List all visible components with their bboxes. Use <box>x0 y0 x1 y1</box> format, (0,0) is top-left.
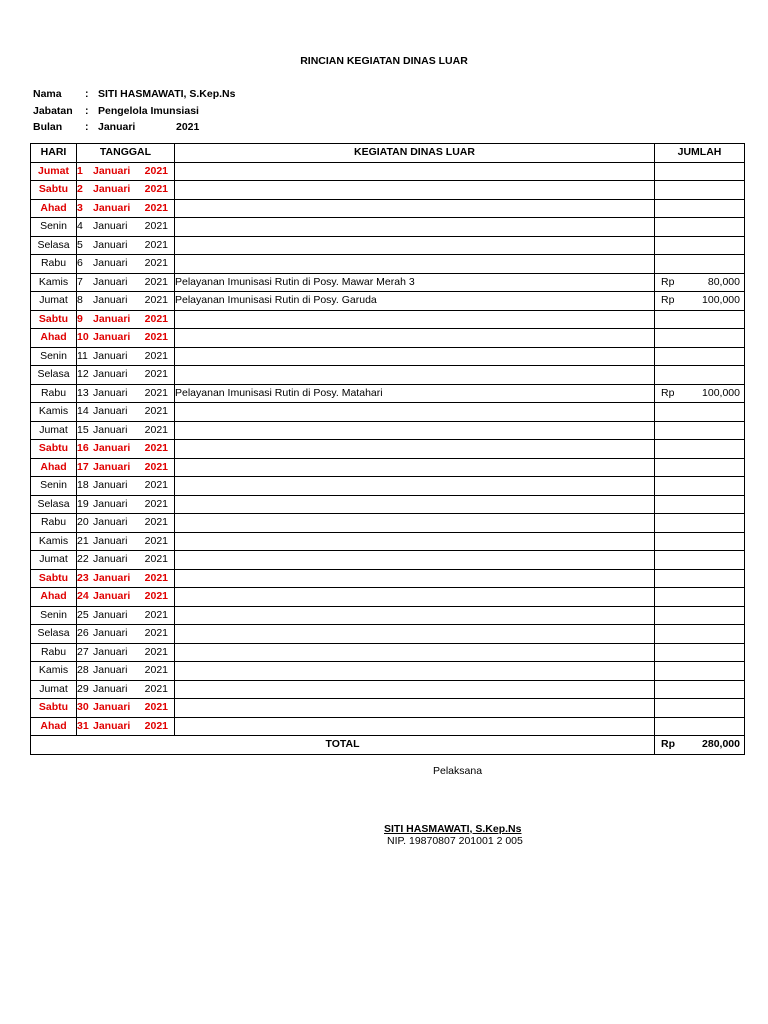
tanggal-day: 5 <box>77 238 83 251</box>
cell-tanggal <box>77 329 175 348</box>
tanggal-month: Januari <box>93 627 128 639</box>
cell-hari: Ahad <box>31 458 77 477</box>
table-row <box>31 421 745 440</box>
tanggal-year: 2021 <box>144 645 168 658</box>
tanggal-year: 2021 <box>144 275 168 288</box>
cell-tanggal <box>77 236 175 255</box>
cell-tanggal <box>77 347 175 366</box>
cell-jumlah <box>655 273 745 292</box>
tanggal-day: 4 <box>77 220 83 232</box>
tanggal-month: Januari <box>93 608 128 621</box>
tanggal-day: 11 <box>77 349 88 362</box>
tanggal-year: 2021 <box>144 534 168 547</box>
nama-value: SITI HASMAWATI, S.Kep.Ns <box>98 88 236 100</box>
tanggal-month: Januari <box>93 534 128 547</box>
cell-kegiatan <box>175 421 655 440</box>
tanggal-year: 2021 <box>144 220 168 232</box>
cell-kegiatan <box>175 218 655 237</box>
cell-tanggal <box>77 162 175 181</box>
tanggal-day: 26 <box>77 627 89 639</box>
cell-hari: Jumat <box>31 162 77 181</box>
jabatan-colon: : <box>85 104 89 117</box>
tanggal-day: 2 <box>77 183 83 195</box>
table-row <box>31 218 745 237</box>
tanggal-day: 24 <box>77 590 89 602</box>
table-row <box>31 199 745 218</box>
jumlah-currency: Rp <box>661 275 675 288</box>
cell-tanggal <box>77 255 175 274</box>
tanggal-month: Januari <box>93 516 128 528</box>
jumlah-value: 100,000 <box>702 386 740 399</box>
bulan-label: Bulan <box>33 121 63 133</box>
tanggal-year: 2021 <box>144 571 168 584</box>
cell-tanggal <box>77 181 175 200</box>
table-row <box>31 717 745 736</box>
tanggal-month: Januari <box>93 479 128 491</box>
cell-hari: Sabtu <box>31 699 77 718</box>
cell-kegiatan <box>175 236 655 255</box>
cell-hari: Ahad <box>31 588 77 607</box>
header-kegiatan: KEGIATAN DINAS LUAR <box>175 144 655 163</box>
bulan-value: Januari <box>98 121 136 133</box>
cell-hari: Sabtu <box>31 310 77 329</box>
tanggal-year: 2021 <box>144 405 168 417</box>
table-row <box>31 588 745 607</box>
tanggal-day: 27 <box>77 645 89 658</box>
tanggal-day: 17 <box>77 460 89 473</box>
tanggal-month: Januari <box>93 312 131 325</box>
cell-jumlah <box>655 477 745 496</box>
cell-tanggal <box>77 569 175 588</box>
cell-tanggal <box>77 495 175 514</box>
cell-tanggal <box>77 384 175 403</box>
total-label: TOTAL <box>31 736 655 755</box>
tanggal-month: Januari <box>93 719 131 732</box>
tanggal-day: 29 <box>77 682 89 695</box>
tanggal-year: 2021 <box>144 682 168 695</box>
table-row <box>31 643 745 662</box>
header-jumlah: JUMLAH <box>655 144 745 163</box>
cell-jumlah <box>655 680 745 699</box>
cell-tanggal <box>77 440 175 459</box>
cell-hari: Jumat <box>31 551 77 570</box>
cell-kegiatan <box>175 495 655 514</box>
cell-hari: Rabu <box>31 255 77 274</box>
tanggal-year: 2021 <box>144 479 168 491</box>
tanggal-year: 2021 <box>144 201 168 214</box>
total-currency: Rp <box>661 738 675 750</box>
cell-jumlah <box>655 606 745 625</box>
table-header-row <box>31 144 745 163</box>
cell-jumlah <box>655 532 745 551</box>
cell-jumlah <box>655 310 745 329</box>
cell-hari: Kamis <box>31 532 77 551</box>
tanggal-year: 2021 <box>144 423 168 436</box>
tanggal-day: 12 <box>77 368 89 380</box>
tanggal-month: Januari <box>93 275 128 288</box>
cell-kegiatan <box>175 181 655 200</box>
tanggal-year: 2021 <box>144 386 168 399</box>
jumlah-currency: Rp <box>661 294 675 306</box>
cell-jumlah <box>655 421 745 440</box>
nama-colon: : <box>85 88 89 100</box>
tanggal-year: 2021 <box>144 719 168 732</box>
cell-tanggal <box>77 551 175 570</box>
cell-kegiatan <box>175 551 655 570</box>
cell-jumlah <box>655 569 745 588</box>
cell-kegiatan <box>175 329 655 348</box>
cell-jumlah <box>655 717 745 736</box>
tanggal-day: 3 <box>77 201 83 214</box>
cell-jumlah <box>655 199 745 218</box>
cell-tanggal <box>77 366 175 385</box>
table-row <box>31 366 745 385</box>
cell-jumlah <box>655 625 745 644</box>
tanggal-month: Januari <box>93 460 131 473</box>
cell-hari: Kamis <box>31 662 77 681</box>
cell-jumlah <box>655 551 745 570</box>
table-row <box>31 310 745 329</box>
cell-tanggal <box>77 458 175 477</box>
table-row <box>31 162 745 181</box>
cell-hari: Jumat <box>31 421 77 440</box>
cell-jumlah <box>655 588 745 607</box>
bulan-colon: : <box>85 121 89 133</box>
header-tanggal: TANGGAL <box>77 144 175 163</box>
cell-kegiatan <box>175 310 655 329</box>
cell-tanggal <box>77 662 175 681</box>
tanggal-year: 2021 <box>144 608 168 621</box>
tanggal-day: 30 <box>77 701 89 713</box>
cell-kegiatan <box>175 347 655 366</box>
cell-tanggal <box>77 532 175 551</box>
table-row <box>31 347 745 366</box>
table-row <box>31 699 745 718</box>
tanggal-month: Januari <box>93 331 131 343</box>
cell-tanggal <box>77 310 175 329</box>
tanggal-day: 25 <box>77 608 89 621</box>
cell-hari: Selasa <box>31 366 77 385</box>
cell-jumlah <box>655 255 745 274</box>
cell-tanggal <box>77 643 175 662</box>
cell-jumlah <box>655 495 745 514</box>
total-value: 280,000 <box>702 738 740 750</box>
tanggal-month: Januari <box>93 553 128 565</box>
tanggal-day: 1 <box>77 164 83 177</box>
cell-hari: Sabtu <box>31 181 77 200</box>
cell-kegiatan <box>175 699 655 718</box>
tanggal-day: 31 <box>77 719 89 732</box>
tanggal-year: 2021 <box>144 183 168 195</box>
cell-hari: Kamis <box>31 273 77 292</box>
cell-kegiatan <box>175 477 655 496</box>
tanggal-day: 13 <box>77 386 89 399</box>
tanggal-month: Januari <box>93 645 128 658</box>
cell-kegiatan <box>175 662 655 681</box>
jumlah-currency: Rp <box>661 386 675 399</box>
jabatan-value: Pengelola Imunsiasi <box>98 104 199 117</box>
cell-hari: Senin <box>31 218 77 237</box>
cell-hari: Rabu <box>31 384 77 403</box>
tanggal-month: Januari <box>93 664 128 676</box>
cell-tanggal <box>77 699 175 718</box>
cell-kegiatan <box>175 606 655 625</box>
cell-kegiatan <box>175 643 655 662</box>
cell-kegiatan <box>175 532 655 551</box>
activity-table <box>30 143 745 755</box>
tanggal-day: 19 <box>77 497 89 510</box>
table-row <box>31 440 745 459</box>
cell-tanggal <box>77 403 175 422</box>
cell-tanggal <box>77 292 175 311</box>
tanggal-month: Januari <box>93 423 128 436</box>
cell-jumlah <box>655 347 745 366</box>
cell-hari: Rabu <box>31 514 77 533</box>
cell-kegiatan <box>175 588 655 607</box>
cell-hari: Senin <box>31 347 77 366</box>
table-row <box>31 403 745 422</box>
cell-hari: Rabu <box>31 643 77 662</box>
cell-kegiatan: Pelayanan Imunisasi Rutin di Posy. Matahari <box>175 384 655 403</box>
cell-hari: Ahad <box>31 199 77 218</box>
cell-kegiatan <box>175 514 655 533</box>
cell-hari: Kamis <box>31 403 77 422</box>
cell-jumlah <box>655 662 745 681</box>
tanggal-day: 14 <box>77 405 89 417</box>
tanggal-month: Januari <box>93 294 128 306</box>
cell-kegiatan <box>175 403 655 422</box>
tanggal-day: 16 <box>77 442 89 454</box>
tanggal-year: 2021 <box>144 516 168 528</box>
cell-kegiatan <box>175 458 655 477</box>
cell-hari: Jumat <box>31 292 77 311</box>
cell-jumlah <box>655 162 745 181</box>
table-row <box>31 255 745 274</box>
table-body <box>31 162 745 736</box>
document-title: RINCIAN KEGIATAN DINAS LUAR <box>300 55 468 67</box>
cell-hari: Ahad <box>31 329 77 348</box>
table-row <box>31 458 745 477</box>
tanggal-month: Januari <box>93 405 128 417</box>
tanggal-month: Januari <box>93 238 128 251</box>
cell-kegiatan <box>175 199 655 218</box>
tanggal-month: Januari <box>93 701 131 713</box>
tanggal-year: 2021 <box>144 331 168 343</box>
tanggal-day: 15 <box>77 423 89 436</box>
cell-jumlah <box>655 366 745 385</box>
tanggal-month: Januari <box>93 349 128 362</box>
cell-jumlah <box>655 643 745 662</box>
table-row <box>31 273 745 292</box>
table-row <box>31 329 745 348</box>
tanggal-month: Januari <box>93 257 128 269</box>
tanggal-month: Januari <box>93 368 128 380</box>
table-row <box>31 181 745 200</box>
cell-jumlah <box>655 699 745 718</box>
cell-jumlah <box>655 458 745 477</box>
tanggal-year: 2021 <box>144 627 168 639</box>
cell-jumlah <box>655 292 745 311</box>
tanggal-day: 6 <box>77 257 83 269</box>
tanggal-day: 23 <box>77 571 89 584</box>
cell-hari: Selasa <box>31 236 77 255</box>
cell-kegiatan <box>175 569 655 588</box>
cell-hari: Ahad <box>31 717 77 736</box>
cell-hari: Sabtu <box>31 569 77 588</box>
table-row <box>31 532 745 551</box>
table-row <box>31 662 745 681</box>
tanggal-year: 2021 <box>144 553 168 565</box>
cell-tanggal <box>77 218 175 237</box>
tanggal-year: 2021 <box>144 164 168 177</box>
cell-jumlah <box>655 514 745 533</box>
tanggal-year: 2021 <box>144 294 168 306</box>
table-row <box>31 680 745 699</box>
cell-kegiatan <box>175 255 655 274</box>
tanggal-year: 2021 <box>144 238 168 251</box>
total-row <box>31 736 745 755</box>
cell-jumlah <box>655 236 745 255</box>
cell-kegiatan <box>175 440 655 459</box>
cell-kegiatan <box>175 366 655 385</box>
table-row <box>31 514 745 533</box>
cell-hari: Selasa <box>31 625 77 644</box>
cell-jumlah <box>655 440 745 459</box>
tanggal-month: Januari <box>93 220 128 232</box>
cell-jumlah <box>655 218 745 237</box>
cell-kegiatan: Pelayanan Imunisasi Rutin di Posy. Mawar Merah 3 <box>175 273 655 292</box>
tanggal-day: 28 <box>77 664 89 676</box>
cell-jumlah <box>655 403 745 422</box>
tanggal-year: 2021 <box>144 257 168 269</box>
tanggal-month: Januari <box>93 682 128 695</box>
tanggal-year: 2021 <box>144 590 168 602</box>
table-row <box>31 606 745 625</box>
tanggal-month: Januari <box>93 590 131 602</box>
cell-jumlah <box>655 181 745 200</box>
tanggal-day: 21 <box>77 534 89 547</box>
cell-tanggal <box>77 477 175 496</box>
cell-jumlah <box>655 329 745 348</box>
tanggal-day: 7 <box>77 275 83 288</box>
tanggal-day: 22 <box>77 553 89 565</box>
cell-hari: Jumat <box>31 680 77 699</box>
nama-label: Nama <box>33 88 62 100</box>
table-row <box>31 551 745 570</box>
cell-hari: Senin <box>31 606 77 625</box>
cell-tanggal <box>77 625 175 644</box>
cell-tanggal <box>77 606 175 625</box>
table-row <box>31 495 745 514</box>
tanggal-year: 2021 <box>144 349 168 362</box>
tanggal-month: Januari <box>93 571 131 584</box>
tanggal-month: Januari <box>93 164 131 177</box>
cell-tanggal <box>77 199 175 218</box>
tahun-value: 2021 <box>176 121 200 133</box>
table-row <box>31 236 745 255</box>
tanggal-month: Januari <box>93 201 131 214</box>
table-row <box>31 625 745 644</box>
tanggal-year: 2021 <box>144 664 168 676</box>
total-amount-cell <box>655 736 745 755</box>
tanggal-year: 2021 <box>144 368 168 380</box>
cell-kegiatan <box>175 162 655 181</box>
table-row <box>31 384 745 403</box>
tanggal-month: Januari <box>93 442 131 454</box>
cell-tanggal <box>77 680 175 699</box>
cell-hari: Senin <box>31 477 77 496</box>
cell-tanggal <box>77 514 175 533</box>
tanggal-year: 2021 <box>144 312 168 325</box>
tanggal-year: 2021 <box>144 460 168 473</box>
cell-kegiatan: Pelayanan Imunisasi Rutin di Posy. Garuda <box>175 292 655 311</box>
cell-tanggal <box>77 421 175 440</box>
tanggal-day: 20 <box>77 516 89 528</box>
cell-hari: Selasa <box>31 495 77 514</box>
cell-kegiatan <box>175 717 655 736</box>
cell-tanggal <box>77 588 175 607</box>
table-row <box>31 477 745 496</box>
cell-hari: Sabtu <box>31 440 77 459</box>
cell-tanggal <box>77 717 175 736</box>
jabatan-label: Jabatan <box>33 104 73 117</box>
tanggal-day: 10 <box>77 331 89 343</box>
jumlah-value: 80,000 <box>707 275 740 288</box>
tanggal-day: 9 <box>77 312 83 325</box>
pelaksana-label: Pelaksana <box>433 765 483 777</box>
tanggal-month: Januari <box>93 183 131 195</box>
table-row <box>31 292 745 311</box>
signatory-name: SITI HASMAWATI, S.Kep.Ns <box>384 823 522 835</box>
jumlah-value: 100,000 <box>702 294 740 306</box>
cell-tanggal <box>77 273 175 292</box>
tanggal-month: Januari <box>93 386 128 399</box>
tanggal-day: 8 <box>77 294 83 306</box>
cell-kegiatan <box>175 625 655 644</box>
tanggal-day: 18 <box>77 479 89 491</box>
tanggal-month: Januari <box>93 497 128 510</box>
cell-kegiatan <box>175 680 655 699</box>
signatory-nip: NIP. 19870807 201001 2 005 <box>387 835 523 847</box>
table-row <box>31 569 745 588</box>
tanggal-year: 2021 <box>144 442 168 454</box>
tanggal-year: 2021 <box>144 701 168 713</box>
header-hari: HARI <box>31 144 77 163</box>
tanggal-year: 2021 <box>144 497 168 510</box>
cell-jumlah <box>655 384 745 403</box>
